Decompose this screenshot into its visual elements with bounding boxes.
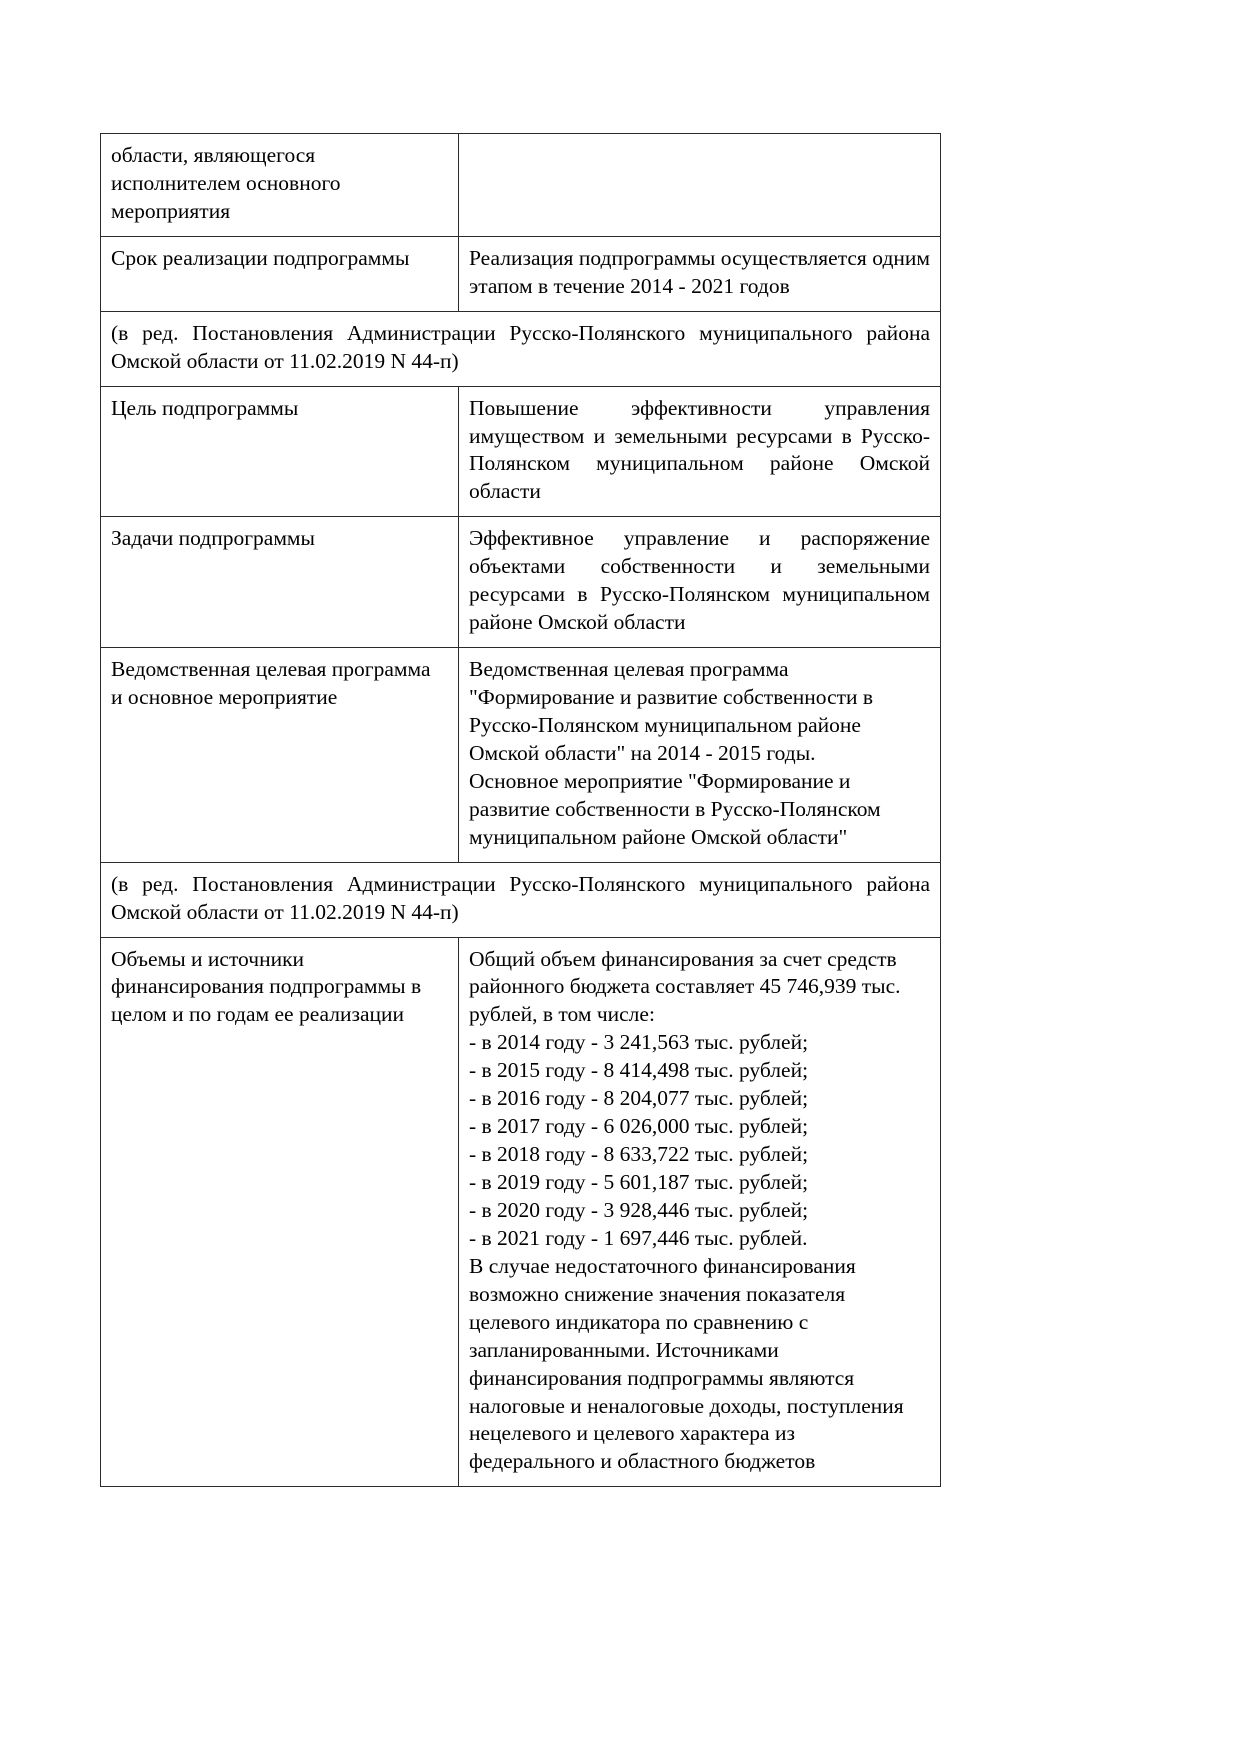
value-line: В случае недостаточного финансирования <box>469 1253 856 1278</box>
value-line: рублей, в том числе: <box>469 1002 655 1027</box>
label-line: Ведомственная целевая программа <box>111 657 431 682</box>
value-line: целевого индикатора по сравнению с <box>469 1309 809 1334</box>
row-label-executor-continued <box>101 134 459 237</box>
row-value-implementation-term: Реализация подпрограммы осуществляется одним этапом в течение 2014 - 2021 годов <box>459 236 941 311</box>
table-body <box>101 134 941 1487</box>
table-row <box>101 386 941 517</box>
value-line-year-2020: - в 2020 году - 3 928,446 тыс. рублей; <box>469 1197 809 1222</box>
label-line: мероприятия <box>111 198 231 223</box>
label-line: целом и по годам ее реализации <box>111 1002 405 1027</box>
amendment-note-1: (в ред. Постановления Администрации Русско-Полянского муниципального района Омской области от 11.02.2019 N 44-п) <box>101 311 941 386</box>
value-line: Русско-Полянском муниципальном районе <box>469 712 861 737</box>
value-line: Ведомственная целевая программа <box>469 657 789 682</box>
value-line-year-2015: - в 2015 году - 8 414,498 тыс. рублей; <box>469 1058 809 1083</box>
label-line: Объемы и источники <box>111 946 305 971</box>
table-row <box>101 937 941 1487</box>
label-line: финансирования подпрограммы в <box>111 974 422 999</box>
row-value-subprogram-tasks: Эффективное управление и распоряжение объектами собственности и земельными ресурсами в Русско-Полянском муниципальном районе Омской области <box>459 517 941 648</box>
row-value-financing-volumes <box>459 937 941 1487</box>
table-row-amendment <box>101 862 941 937</box>
table-row <box>101 517 941 648</box>
value-line: финансирования подпрограммы являются <box>469 1365 855 1390</box>
value-line: запланированными. Источниками <box>469 1337 779 1362</box>
value-line: развитие собственности в Русско-Полянском <box>469 796 881 821</box>
label-line: Срок реализации подпрограммы <box>111 245 410 270</box>
row-label-subprogram-goal <box>101 386 459 517</box>
label-line: Задачи подпрограммы <box>111 526 315 551</box>
row-label-financing-volumes <box>101 937 459 1487</box>
row-value-executor-continued <box>459 134 941 237</box>
row-label-departmental-program <box>101 648 459 863</box>
row-value-subprogram-goal: Повышение эффективности управления имуществом и земельными ресурсами в Русско-Полянском муниципальном районе Омской области <box>459 386 941 517</box>
value-line-year-2016: - в 2016 году - 8 204,077 тыс. рублей; <box>469 1086 809 1111</box>
value-line: муниципальном районе Омской области" <box>469 824 848 849</box>
row-label-implementation-term <box>101 236 459 311</box>
program-passport-table <box>100 133 941 1487</box>
label-line: Цель подпрограммы <box>111 395 299 420</box>
value-line: Основное мероприятие "Формирование и <box>469 768 851 793</box>
value-line: федерального и областного бюджетов <box>469 1449 816 1474</box>
value-line: возможно снижение значения показателя <box>469 1281 846 1306</box>
row-label-subprogram-tasks <box>101 517 459 648</box>
value-line: районного бюджета составляет 45 746,939 тыс. <box>469 974 901 999</box>
table-row-amendment <box>101 311 941 386</box>
value-line: налоговые и неналоговые доходы, поступления <box>469 1393 904 1418</box>
amendment-note-2: (в ред. Постановления Администрации Русско-Полянского муниципального района Омской области от 11.02.2019 N 44-п) <box>101 862 941 937</box>
value-line: Общий объем финансирования за счет средств <box>469 946 897 971</box>
value-line-year-2017: - в 2017 году - 6 026,000 тыс. рублей; <box>469 1114 809 1139</box>
label-line: и основное мероприятие <box>111 685 338 709</box>
label-line: исполнителем основного <box>111 170 341 195</box>
value-line: нецелевого и целевого характера из <box>469 1421 795 1446</box>
value-line-year-2021: - в 2021 году - 1 697,446 тыс. рублей. <box>469 1225 808 1250</box>
row-value-departmental-program <box>459 648 941 863</box>
label-line: области, являющегося <box>111 143 316 167</box>
value-line: "Формирование и развитие собственности в <box>469 685 874 709</box>
table-row <box>101 134 941 237</box>
value-line-year-2014: - в 2014 году - 3 241,563 тыс. рублей; <box>469 1030 809 1055</box>
table-row <box>101 648 941 863</box>
value-line-year-2019: - в 2019 году - 5 601,187 тыс. рублей; <box>469 1170 809 1194</box>
value-line-year-2018: - в 2018 году - 8 633,722 тыс. рублей; <box>469 1142 809 1167</box>
value-line: Омской области" на 2014 - 2015 годы. <box>469 740 816 765</box>
table-row <box>101 236 941 311</box>
